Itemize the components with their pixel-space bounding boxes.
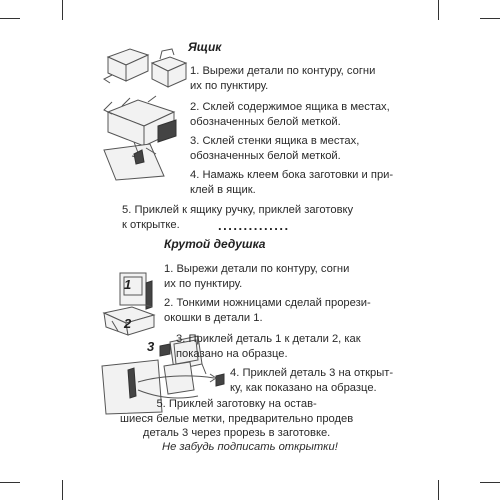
part-label-2: 2: [124, 316, 132, 331]
box-cutout-illustration: [100, 45, 190, 90]
grandpa-parts-illustration: [98, 265, 168, 340]
box-step-1: 1. Вырежи детали по контуру, согни их по пунктиру.: [190, 65, 376, 92]
crop-mark: [438, 480, 439, 500]
crop-mark: [62, 480, 63, 500]
part-label-3: 3: [147, 339, 155, 354]
grandpa-step-2: 2. Тонкими ножницами сделай прорези- окошки в детали 1.: [164, 297, 371, 324]
crop-mark: [480, 482, 500, 483]
crop-mark: [0, 18, 20, 19]
part-label-1: 1: [124, 277, 132, 292]
grandpa-step-3: 3. Приклей деталь 1 к детали 2, как показано на образце.: [176, 333, 361, 360]
crop-mark: [62, 0, 63, 20]
box-step-5: 5. Приклей к ящику ручку, приклей заготовку к открытке.: [122, 204, 354, 231]
crop-mark: [0, 482, 20, 483]
footer-note: Не забудь подписать открытки!: [162, 441, 338, 453]
crop-mark: [480, 18, 500, 19]
box-step-4: 4. Намажь клеем бока заготовки и при- клей в ящик.: [190, 169, 394, 196]
box-title: Ящик: [188, 40, 222, 54]
crop-mark: [438, 0, 439, 20]
grandpa-step-5: 5. Приклей заготовку на остав- шиеся белые метки, предварительно продев деталь 3 через прорезь в заготовке.: [120, 398, 354, 439]
box-assembly-illustration: [98, 92, 188, 182]
grandpa-step-1: 1. Вырежи детали по контуру, согни их по пунктиру.: [164, 263, 350, 290]
section-separator: ..............: [218, 218, 290, 233]
grandpa-title: Крутой дедушка: [164, 237, 266, 251]
grandpa-step-4: 4. Приклей деталь 3 на открыт- ку, как показано на образце.: [230, 367, 394, 394]
box-step-3: 3. Склей стенки ящика в местах, обозначенных белой меткой.: [190, 135, 360, 162]
box-step-2: 2. Склей содержимое ящика в местах, обозначенных белой меткой.: [190, 101, 390, 128]
